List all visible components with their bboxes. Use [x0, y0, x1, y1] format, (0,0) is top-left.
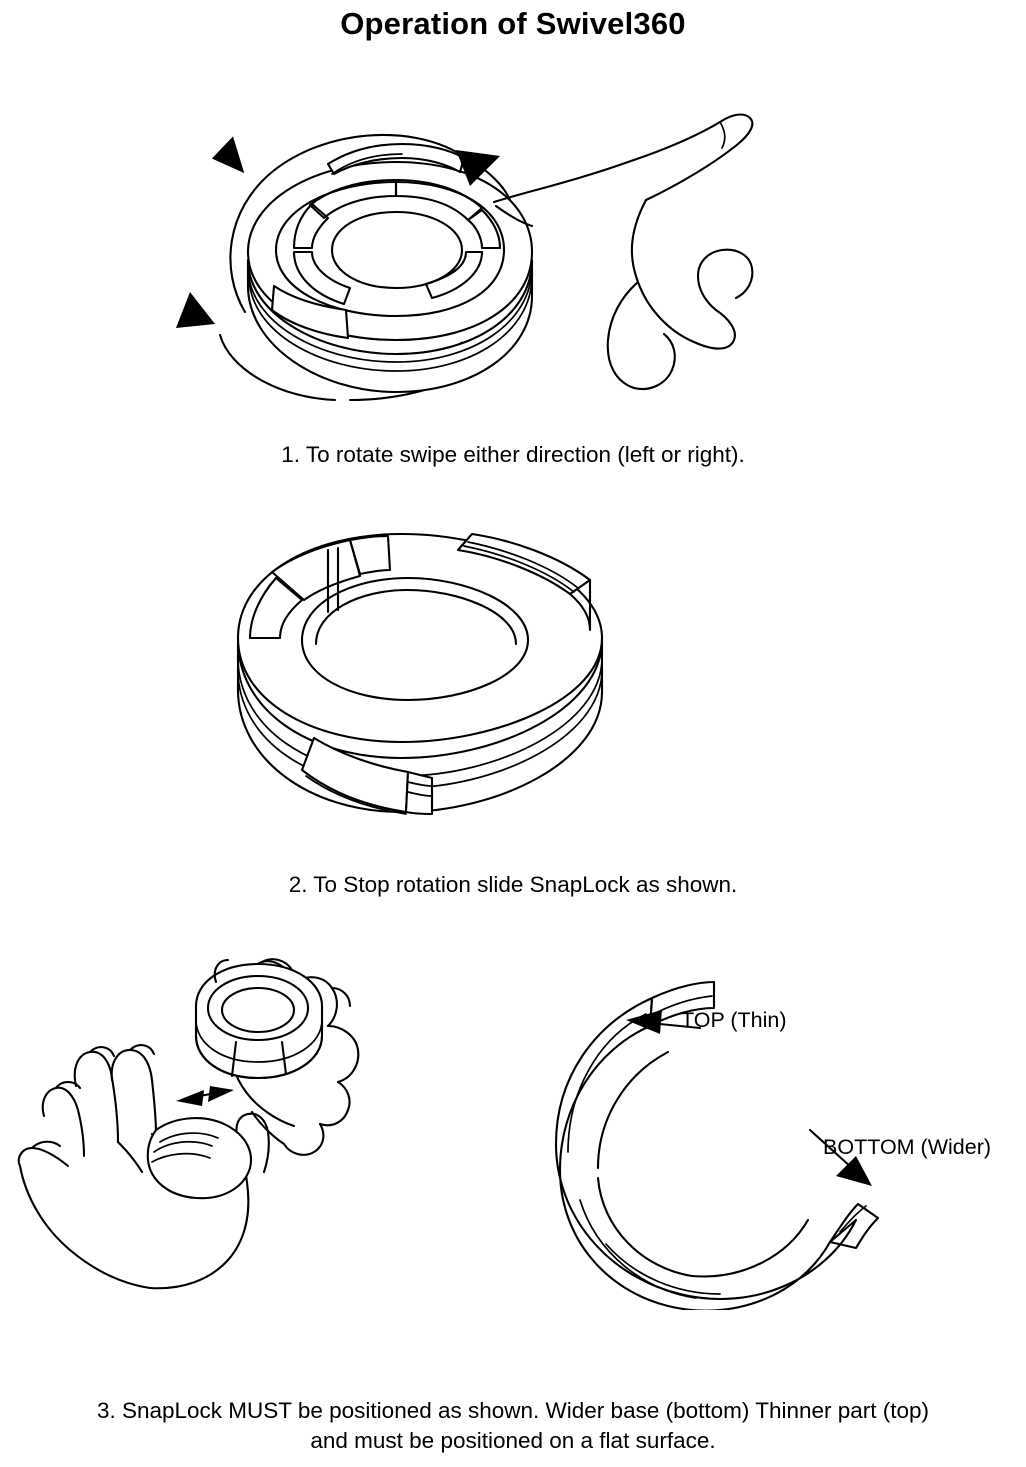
snaplock-install-illustration: [0, 930, 470, 1350]
swivel-rotate-illustration: [160, 100, 800, 430]
step-3-caption-line-1: 3. SnapLock MUST be positioned as shown. Wider base (bottom) Thinner part (top): [96, 1398, 930, 1423]
top-thin-label: TOP (Thin): [681, 1008, 787, 1032]
page-title: Operation of Swivel360: [340, 6, 686, 41]
step-2-caption: 2. To Stop rotation slide SnapLock as shown.: [288, 872, 738, 897]
bottom-wider-label: BOTTOM (Wider): [823, 1135, 992, 1159]
step-1-caption: 1. To rotate swipe either direction (left or right).: [281, 442, 745, 467]
swivel-snaplock-illustration: [210, 520, 670, 860]
step-3-caption: [0, 1396, 1026, 1456]
step-3-caption-line-2: and must be positioned on a flat surface.: [310, 1428, 716, 1453]
